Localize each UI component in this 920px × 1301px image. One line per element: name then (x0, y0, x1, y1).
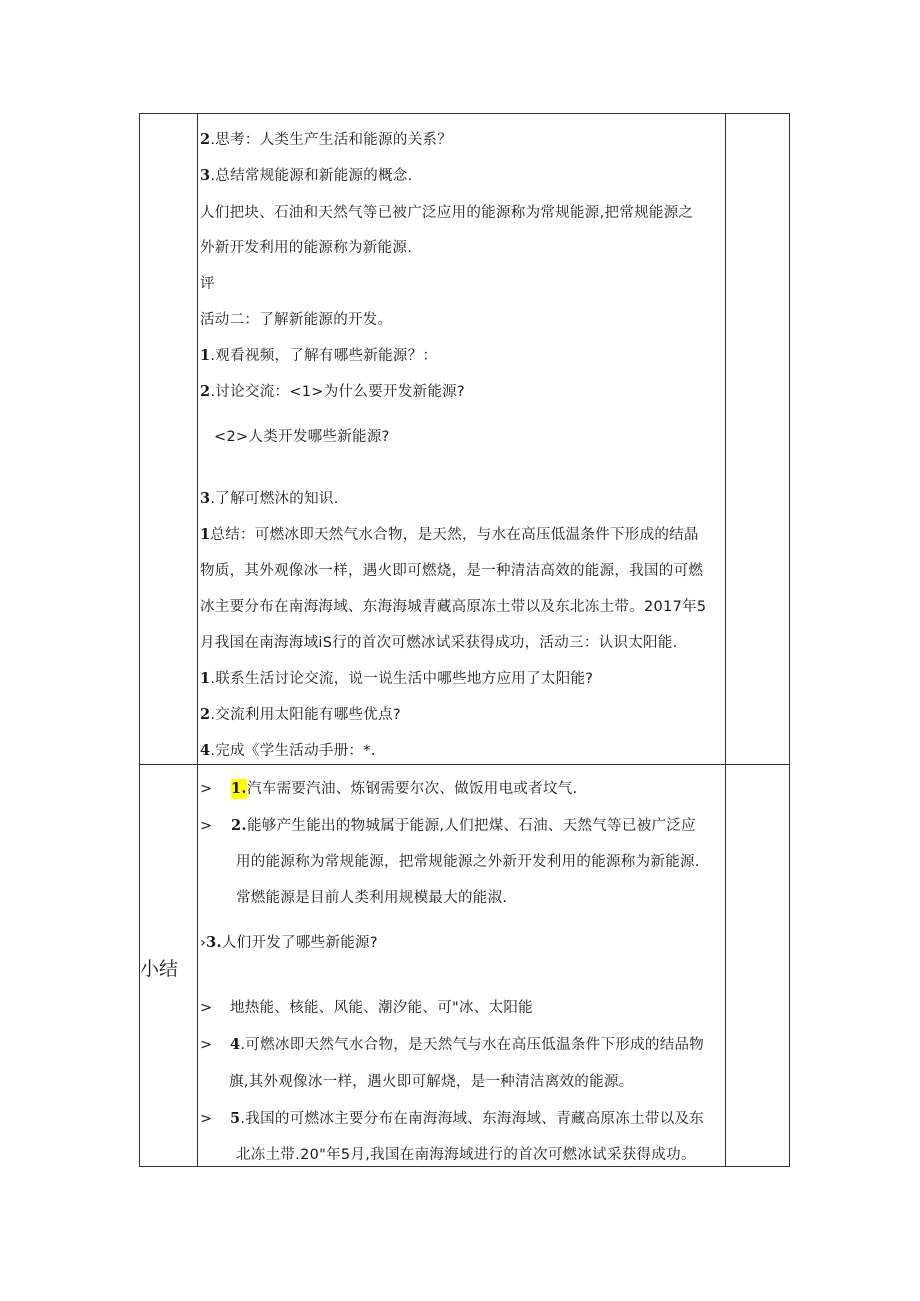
summary-line-7 (200, 1035, 705, 1055)
summary-line-4 (236, 888, 507, 908)
line-number: 3 (200, 167, 211, 184)
top-line-9 (214, 427, 390, 447)
top-line-10 (200, 489, 339, 509)
item-text: 能够产生能出的物城属于能源,人们把煤、石油、天然气等已被广泛应 (247, 818, 696, 834)
item-text: 用的能源称为常规能源，把常规能源之外新开发利用的能源称为新能源. (236, 854, 700, 870)
line-text: 物质，其外观像冰一样，遇火即可燃烧，是一种清洁高效的能源，我国的可燃 (200, 563, 704, 579)
top-line-4 (200, 238, 412, 258)
line-number: 2 (200, 383, 211, 400)
line-text: 冰主要分布在南海海域、东海海城青藏高原冻土带以及东北冻土带。2017年5 (200, 599, 707, 615)
item-text: 人们开发了哪些新能源? (221, 935, 378, 951)
top-line-16 (200, 705, 401, 725)
top-content-cell (198, 114, 725, 764)
bullet-marker: > (200, 1000, 213, 1016)
summary-line-5 (200, 933, 378, 953)
top-line-7 (200, 346, 437, 366)
line-text: .联系生活讨论交流，说一说生活中哪些地方应用了太阳能? (210, 671, 594, 687)
line-text: .讨论交流：<1>为什么要开发新能源? (210, 384, 465, 400)
item-number: 2. (231, 817, 247, 834)
line-text: 月我国在南海海域iS行的首次可燃冰试采获得成功，活动三：认识太阳能. (200, 635, 678, 651)
line-text: .了解可燃沐的知识. (210, 491, 339, 507)
item-text: 北冻土带.20"年5月,我国在南海海域进行的首次可燃冰试采获得成功。 (236, 1147, 696, 1163)
summary-content-cell (198, 765, 725, 1165)
bullet-marker: > (200, 781, 213, 797)
line-number: 2 (200, 131, 211, 148)
line-text: .思考：人类生产生活和能源的关系？ (210, 132, 453, 148)
line-text: 活动二：了解新能源的开发。 (200, 312, 393, 328)
line-text: .完成《学生活动手册：*. (210, 743, 376, 759)
top-line-8 (200, 382, 465, 402)
line-text: 人们把块、石油和天然气等已被广泛应用的能源称为常规能源,把常规能源之 (200, 205, 694, 221)
table-border-left (139, 113, 140, 1167)
item-text: 旗,其外观像冰一样，遇火即可解烧，是一种清洁离效的能源。 (229, 1074, 634, 1090)
item-text: 汽车需要汽油、炼钢需要尔次、做饭用电或者坟气. (247, 781, 578, 797)
bullet-marker: > (200, 818, 213, 834)
table-divider-2 (725, 113, 726, 1167)
summary-line-1 (200, 779, 578, 799)
line-number: 1 (200, 526, 211, 543)
summary-label: 小结 (140, 958, 179, 980)
line-text: .观看视频，了解有哪些新能源？： (210, 348, 438, 364)
summary-line-10 (236, 1145, 696, 1165)
top-line-2 (200, 166, 413, 186)
line-text: .总结常规能源和新能源的概念. (210, 168, 413, 184)
item-number: 4 (230, 1036, 241, 1053)
item-number: 3. (206, 934, 222, 951)
line-text: 总结：可燃冰即天然气水合物，是天然，与水在高压低温条件下形成的结晶 (210, 527, 699, 543)
bullet-marker: > (200, 1037, 213, 1053)
top-line-17 (200, 741, 376, 761)
line-number: 3 (200, 490, 211, 507)
summary-line-8 (229, 1072, 634, 1092)
line-text: 评 (200, 276, 215, 292)
table-border-bottom (139, 1166, 790, 1167)
item-number: 5 (230, 1110, 241, 1127)
item-text: .可燃冰即天然气水合物，是天然气与水在高压低温条件下形成的结品物 (240, 1037, 705, 1053)
item-text: 地热能、核能、风能、潮汐能、可"冰、太阳能 (230, 1000, 533, 1016)
top-line-1 (200, 130, 452, 150)
line-text: 外新开发利用的能源称为新能源. (200, 240, 413, 256)
bullet-marker: › (200, 935, 207, 951)
line-number: 1 (200, 347, 211, 364)
top-line-15 (200, 669, 593, 689)
item-text: .我国的可燃冰主要分布在南海海域、东海海域、青藏高原冻土带以及东 (240, 1111, 705, 1127)
summary-line-6 (200, 998, 533, 1018)
top-line-6 (200, 310, 392, 330)
top-line-5 (200, 274, 215, 294)
summary-line-2 (200, 816, 696, 836)
line-number: 4 (200, 742, 211, 759)
bullet-marker: > (200, 1111, 213, 1127)
line-text: .交流利用太阳能有哪些优点? (210, 707, 401, 723)
top-line-11 (200, 525, 699, 545)
summary-line-3 (236, 852, 700, 872)
line-number: 1 (200, 670, 211, 687)
item-text: 常燃能源是目前人类利用规模最大的能淑. (236, 890, 508, 906)
summary-line-9 (200, 1109, 705, 1129)
top-line-14 (200, 633, 678, 653)
line-text: <2>人类开发哪些新能源? (214, 429, 390, 445)
top-line-13 (200, 597, 706, 617)
table-border-right (789, 113, 790, 1167)
item-number-highlighted: 1. (231, 780, 247, 797)
top-line-3 (200, 203, 693, 223)
top-line-12 (200, 561, 703, 581)
line-number: 2 (200, 706, 211, 723)
